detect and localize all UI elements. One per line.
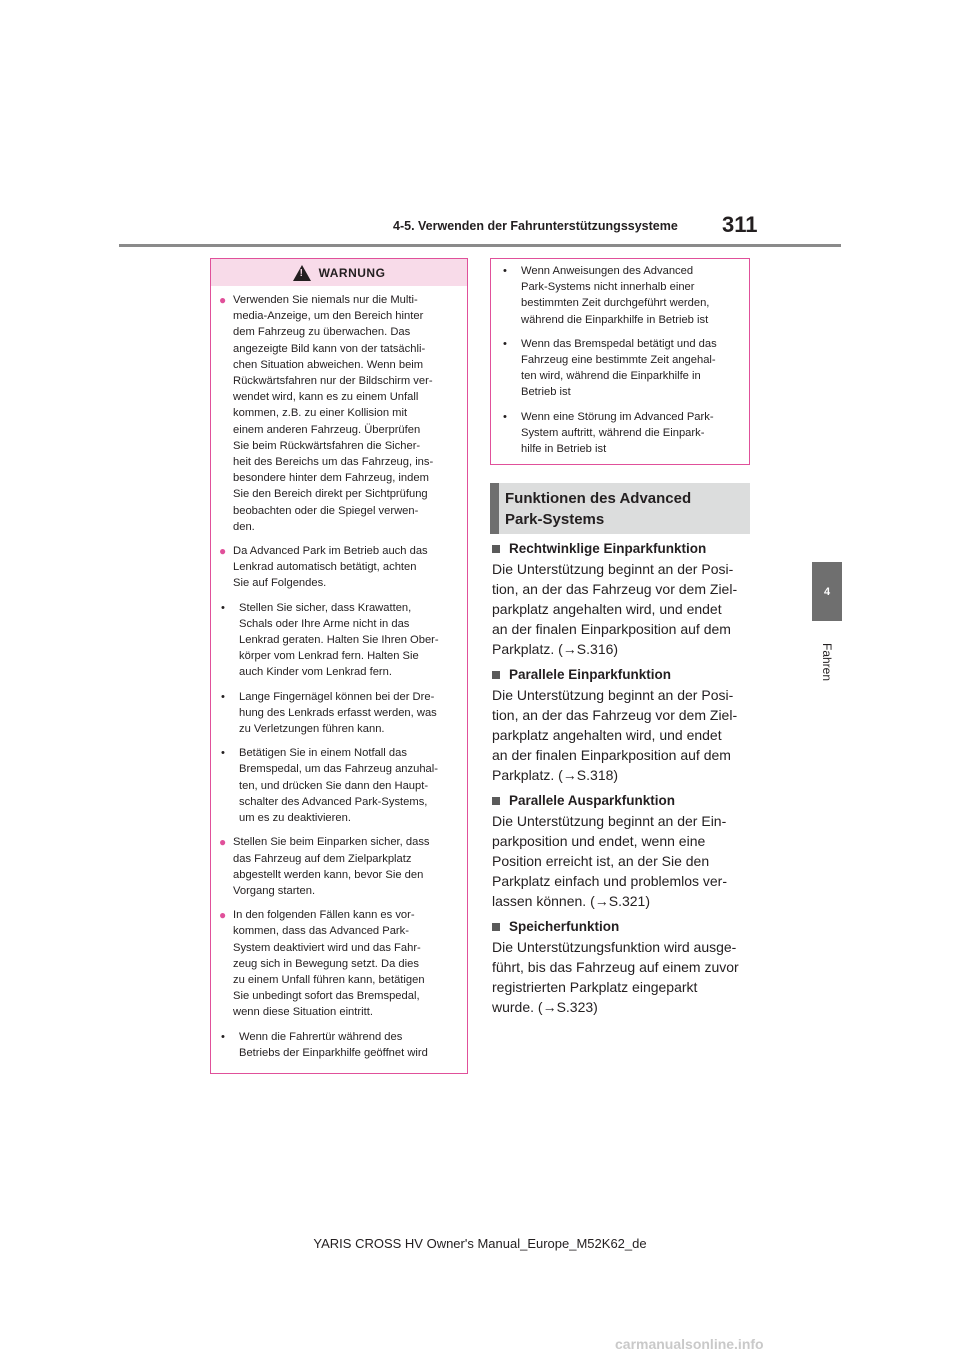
warning-item-text — [233, 292, 457, 535]
warning-item — [219, 907, 457, 1020]
warning-item — [219, 689, 457, 738]
circle-bullet-icon: ● — [219, 293, 227, 307]
section-heading-bar — [490, 483, 499, 534]
warning-item-text — [233, 1029, 457, 1061]
text-line: Da Advanced Park im Betrieb auch das — [233, 545, 428, 558]
text-line: Die Unterstützung beginnt an der Ein- — [492, 813, 727, 829]
text-line: das Fahrzeug auf dem Zielparkplatz — [233, 852, 412, 865]
continuation-item-text — [515, 263, 739, 328]
warning-item — [219, 600, 457, 681]
function-description — [492, 937, 752, 1017]
function-title-text: Speicherfunktion — [509, 919, 620, 934]
warning-item — [219, 543, 457, 592]
text-line: Vorgang starten. — [233, 884, 316, 897]
warning-item-text — [233, 745, 457, 826]
text-line: Lange Fingernägel können bei der Dre- — [239, 690, 435, 703]
circle-bullet-icon: ● — [219, 908, 227, 923]
warning-triangle-icon — [293, 265, 311, 281]
text-line: Sie unbedingt sofort das Bremspedal, — [233, 990, 420, 1003]
text-line: um es zu deaktivieren. — [239, 812, 351, 825]
text-line: wenn diese Situation eintritt. — [233, 1006, 373, 1019]
chapter-tab[interactable]: 4 — [812, 562, 842, 621]
text-line: Parkplatz einfach und problemlos ver- — [492, 873, 728, 889]
text-line: hung des Lenkrads erfasst werden, was — [239, 706, 437, 719]
text-line: Rückwärtsfahren nur der Bildschirm ver- — [233, 375, 433, 388]
page-number: 311 — [722, 212, 758, 237]
text-line: angezeigte Bild kann von der tatsächli- — [233, 342, 426, 355]
text-line: den. — [233, 520, 255, 533]
warning-item-text — [233, 689, 457, 738]
text-line: Lenkrad geraten. Halten Sie Ihren Ober- — [239, 634, 439, 647]
function-title — [492, 919, 752, 934]
text-line: körper vom Lenkrad fern. Halten Sie — [239, 650, 419, 663]
text-line: Sie auf Folgendes. — [233, 577, 327, 590]
warning-item-text — [233, 543, 457, 592]
text-line: heit des Bereichs um das Fahrzeug, ins- — [233, 456, 434, 469]
function-title — [492, 541, 752, 556]
warning-title: WARNUNG — [318, 265, 386, 280]
warning-item — [219, 1029, 457, 1061]
text-line: bestimmten Zeit durchgeführt werden, — [521, 297, 710, 310]
function-title — [492, 667, 752, 682]
text-line: Betriebs der Einparkhilfe geöffnet wird — [239, 1046, 428, 1059]
text-line: Lenkrad automatisch betätigt, achten — [233, 561, 417, 574]
dot-bullet-icon: • — [503, 337, 507, 350]
square-bullet-icon — [492, 545, 500, 553]
section-heading — [490, 483, 750, 534]
chapter-label: Fahren — [820, 642, 834, 682]
function-description — [492, 685, 752, 785]
text-line: Wenn das Bremspedal betätigt und das — [521, 337, 717, 350]
text-line: Parkplatz. (→S.316) — [492, 641, 619, 657]
text-line: Sie beim Rückwärtsfahren die Sicher- — [233, 439, 421, 452]
text-line: registrierten Parkplatz eingeparkt — [492, 979, 698, 995]
text-line: Betätigen Sie in einem Notfall das — [239, 747, 407, 760]
warning-list — [211, 286, 467, 1061]
dot-bullet-icon: • — [221, 601, 225, 614]
warning-box — [210, 258, 468, 1074]
text-line: Parkplatz. (→S.318) — [492, 767, 619, 783]
function-block — [492, 793, 752, 911]
dot-bullet-icon: • — [221, 690, 225, 703]
continuation-item — [501, 263, 739, 328]
square-bullet-icon — [492, 797, 500, 805]
dot-bullet-icon: • — [221, 1030, 225, 1043]
function-title-text: Parallele Einparkfunktion — [509, 667, 672, 682]
text-line: ten, und drücken Sie dann den Haupt- — [239, 779, 429, 792]
text-line: zeug sich in Bewegung setzt. Da dies — [233, 957, 419, 970]
text-line: kommen, dass das Advanced Park- — [233, 925, 409, 938]
section-title: 4-5. Verwenden der Fahrunterstützungssysteme — [393, 219, 678, 233]
circle-bullet-icon: ● — [219, 835, 227, 850]
text-line: während die Einparkhilfe in Betrieb ist — [521, 313, 709, 326]
text-line: lassen können. (→S.321) — [492, 893, 650, 909]
dot-bullet-icon: • — [221, 747, 225, 760]
text-line: schalter des Advanced Park-Systems, — [239, 795, 428, 808]
function-block — [492, 541, 752, 659]
continuation-item-text — [515, 409, 739, 458]
text-line: Stellen Sie sicher, dass Krawatten, — [239, 601, 412, 614]
text-line: Die Unterstützungsfunktion wird ausge- — [492, 939, 737, 955]
warning-header — [211, 259, 467, 286]
function-block — [492, 919, 752, 1017]
warning-continuation-box — [490, 258, 750, 465]
text-line: Wenn die Fahrertür während des — [239, 1030, 403, 1043]
continuation-item — [501, 336, 739, 401]
text-line: parkplatz angehalten wird, und endet — [492, 601, 722, 617]
text-line: dem Fahrzeug zu überwachen. Das — [233, 326, 411, 339]
text-line: parkplatz angehalten wird, und endet — [492, 727, 722, 743]
warning-item-text — [233, 600, 457, 681]
text-line: ten wird, während die Einparkhilfe in — [521, 370, 701, 383]
text-line: Wenn Anweisungen des Advanced — [521, 265, 694, 277]
text-line: wendet wird, kann es zu einem Unfall — [233, 391, 419, 404]
text-line: chen Situation abweichen. Wenn beim — [233, 358, 424, 371]
header-divider — [119, 244, 841, 247]
text-line: kommen, z.B. zu einer Kollision mit — [233, 407, 408, 420]
section-heading-line1: Funktionen des Advanced — [505, 490, 692, 507]
text-line: tion, an der das Fahrzeug vor dem Ziel- — [492, 581, 738, 597]
square-bullet-icon — [492, 923, 500, 931]
watermark: carmanualsonline.info — [615, 1336, 764, 1352]
warning-item — [219, 292, 457, 535]
text-line: parkposition und endet, wenn eine — [492, 833, 706, 849]
text-line: Verwenden Sie niemals nur die Multi- — [233, 294, 418, 306]
text-line: Die Unterstützung beginnt an der Posi- — [492, 687, 734, 703]
continuation-item — [501, 409, 739, 458]
function-title-text: Rechtwinklige Einparkfunktion — [509, 541, 707, 556]
dot-bullet-icon: • — [503, 410, 507, 423]
text-line: zu einem Unfall führen kann, betätigen — [233, 973, 425, 986]
text-line: an der finalen Einparkposition auf dem — [492, 621, 731, 637]
warning-item-text — [233, 907, 457, 1020]
text-line: beobachten oder die Spiegel verwen- — [233, 504, 419, 517]
text-line: abgestellt werden kann, bevor Sie den — [233, 868, 424, 881]
text-line: Fahrzeug eine bestimmte Zeit angehal- — [521, 354, 716, 367]
function-description — [492, 811, 752, 911]
circle-bullet-icon: ● — [219, 544, 227, 559]
text-line: Park-Systems nicht innerhalb einer — [521, 281, 695, 294]
text-line: media-Anzeige, um den Bereich hinter — [233, 310, 424, 323]
text-line: Sie den Bereich direkt per Sichtprüfung — [233, 488, 428, 501]
text-line: wurde. (→S.323) — [492, 999, 598, 1015]
text-line: tion, an der das Fahrzeug vor dem Ziel- — [492, 707, 738, 723]
text-line: In den folgenden Fällen kann es vor- — [233, 909, 415, 922]
warning-item-text — [233, 834, 457, 899]
text-line: Position erreicht ist, an der Sie den — [492, 853, 710, 869]
dot-bullet-icon: • — [503, 265, 507, 277]
text-line: Die Unterstützung beginnt an der Posi- — [492, 561, 734, 577]
text-line: Wenn eine Störung im Advanced Park- — [521, 410, 714, 423]
text-line: Bremspedal, um das Fahrzeug anzuhal- — [239, 763, 438, 776]
section-heading-line2: Park-Systems — [505, 511, 605, 528]
text-line: System deaktiviert wird und das Fahr- — [233, 941, 421, 954]
text-line: führt, bis das Fahrzeug auf einem zuvor — [492, 959, 739, 975]
text-line: einem anderen Fahrzeug. Überprüfen — [233, 423, 421, 436]
text-line: Schals oder Ihre Arme nicht in das — [239, 617, 410, 630]
footer-manual-name: YARIS CROSS HV Owner's Manual_Europe_M52K62_de — [313, 1236, 647, 1251]
warning-item — [219, 745, 457, 826]
warning-item — [219, 834, 457, 899]
text-line: zu Verletzungen führen kann. — [239, 723, 385, 736]
text-line: System auftritt, während die Einpark- — [521, 426, 705, 439]
continuation-item-text — [515, 336, 739, 401]
function-title-text: Parallele Ausparkfunktion — [509, 793, 676, 808]
square-bullet-icon — [492, 671, 500, 679]
text-line: auch Kinder vom Lenkrad fern. — [239, 666, 392, 679]
text-line: Stellen Sie beim Einparken sicher, dass — [233, 836, 430, 849]
function-title — [492, 793, 752, 808]
function-block — [492, 667, 752, 785]
text-line: hilfe in Betrieb ist — [521, 443, 607, 456]
text-line: Betrieb ist — [521, 386, 571, 399]
function-description — [492, 559, 752, 659]
text-line: an der finalen Einparkposition auf dem — [492, 747, 731, 763]
text-line: besondere hinter dem Fahrzeug, indem — [233, 472, 429, 485]
